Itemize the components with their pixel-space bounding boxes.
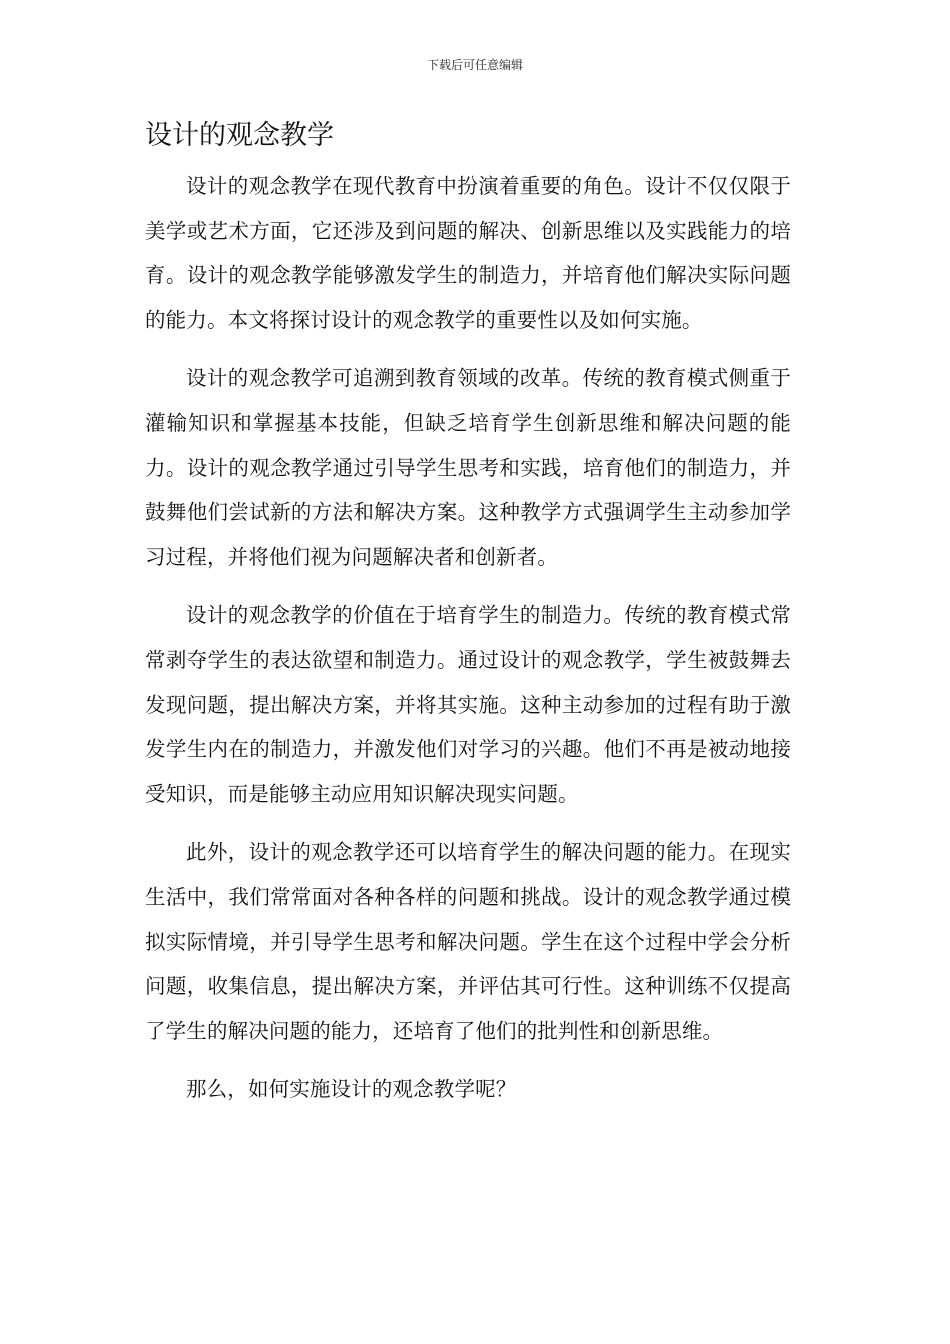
paragraph-5: 那么，如何实施设计的观念教学呢？ [186, 1077, 517, 1102]
page-title: 设计的观念教学 [145, 120, 334, 151]
paragraph-1: 设计的观念教学在现代教育中扮演着重要的角色。设计不仅仅限于美学或艺术方面，它还涉及到问题的解决、创新思维以及实践能力的培育。设计的观念教学能够激发学生的制造力，并培育他们解决实际问题的能力。本文将探讨设计的观念教学的重要性以及如何实施。 [145, 174, 791, 332]
paragraph-4: 此外，设计的观念教学还可以培育学生的解决问题的能力。在现实生活中，我们常常面对各种各样的问题和挑战。设计的观念教学通过模拟实际情境，并引导学生思考和解决问题。学生在这个过程中学会分析问题，收集信息，提出解决方案，并评估其可行性。这种训练不仅提高了学生的解决问题的能力，还培育了他们的批判性和创新思维。 [145, 840, 791, 1043]
document-body [145, 164, 791, 1126]
header-note: 下载后可任意编辑 [426, 58, 523, 72]
paragraph-2: 设计的观念教学可追溯到教育领域的改革。传统的教育模式侧重于灌输知识和掌握基本技能，但缺乏培育学生创新思维和解决问题的能力。设计的观念教学通过引导学生思考和实践，培育他们的制造力，并鼓舞他们尝试新的方法和解决方案。这种教学方式强调学生主动参加学习过程，并将他们视为问题解决者和创新者。 [145, 366, 791, 569]
paragraph-3: 设计的观念教学的价值在于培育学生的制造力。传统的教育模式常常剥夺学生的表达欲望和制造力。通过设计的观念教学，学生被鼓舞去发现问题，提出解决方案，并将其实施。这种主动参加的过程有助于激发学生内在的制造力，并激发他们对学习的兴趣。他们不再是被动地接受知识，而是能够主动应用知识解决现实问题。 [145, 603, 791, 806]
